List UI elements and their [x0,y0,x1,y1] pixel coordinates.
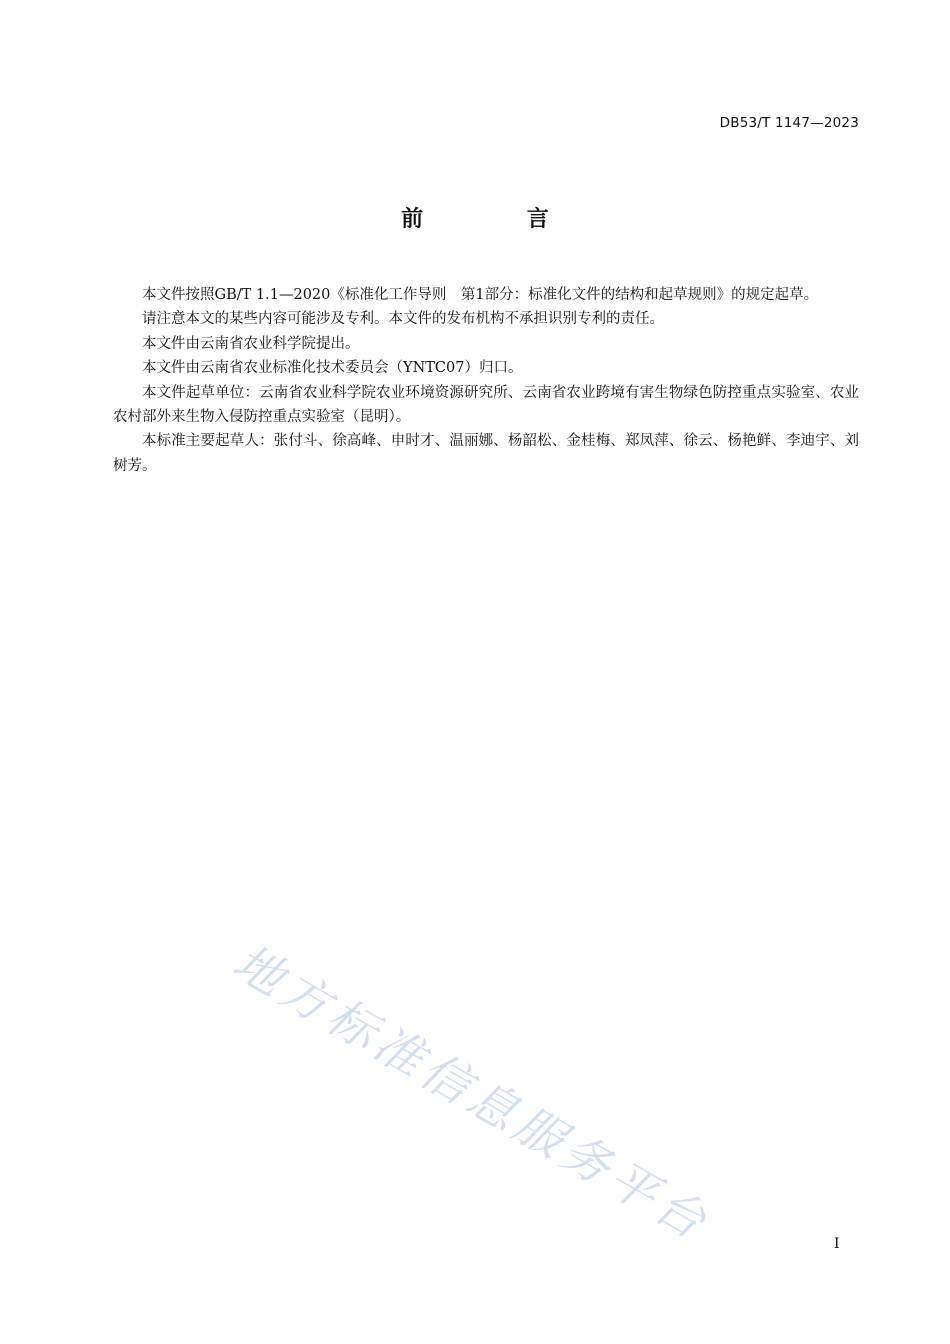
paragraph-proposer: 本文件由云南省农业科学院提出。 [142,335,360,352]
paragraph-drafters: 本标准主要起草人：张付斗、徐高峰、申时才、温丽娜、杨韶松、金桂梅、郑凤萍、徐云、杨艳鲜、李迪宇、刘树芳。 [113,433,859,474]
paragraph-patent-notice: 请注意本文的某些内容可能涉及专利。本文件的发布机构不承担识别专利的责任。 [142,311,664,328]
document-code: DB53/T 1147—2023 [719,115,859,131]
paragraph-drafting-units: 本文件起草单位：云南省农业科学院农业环境资源研究所、云南省农业跨境有害生物绿色防控重点实验室、农业农村部外来生物入侵防控重点实验室（昆明）。 [113,384,859,426]
paragraph-drafting-basis: 本文件按照GB/T 1.1—2020《标准化工作导则 第1部分：标准化文件的结构和起草规则》的规定起草。 [142,287,819,303]
foreword-body [113,283,859,478]
paragraph-centralized-unit: 本文件由云南省农业标准化技术委员会（YNTC07）归口。 [142,360,523,377]
page-number: I [834,1236,840,1252]
watermark: 地方标准信息服务平台 [223,934,720,1253]
page-title: 前 言 [401,207,597,232]
